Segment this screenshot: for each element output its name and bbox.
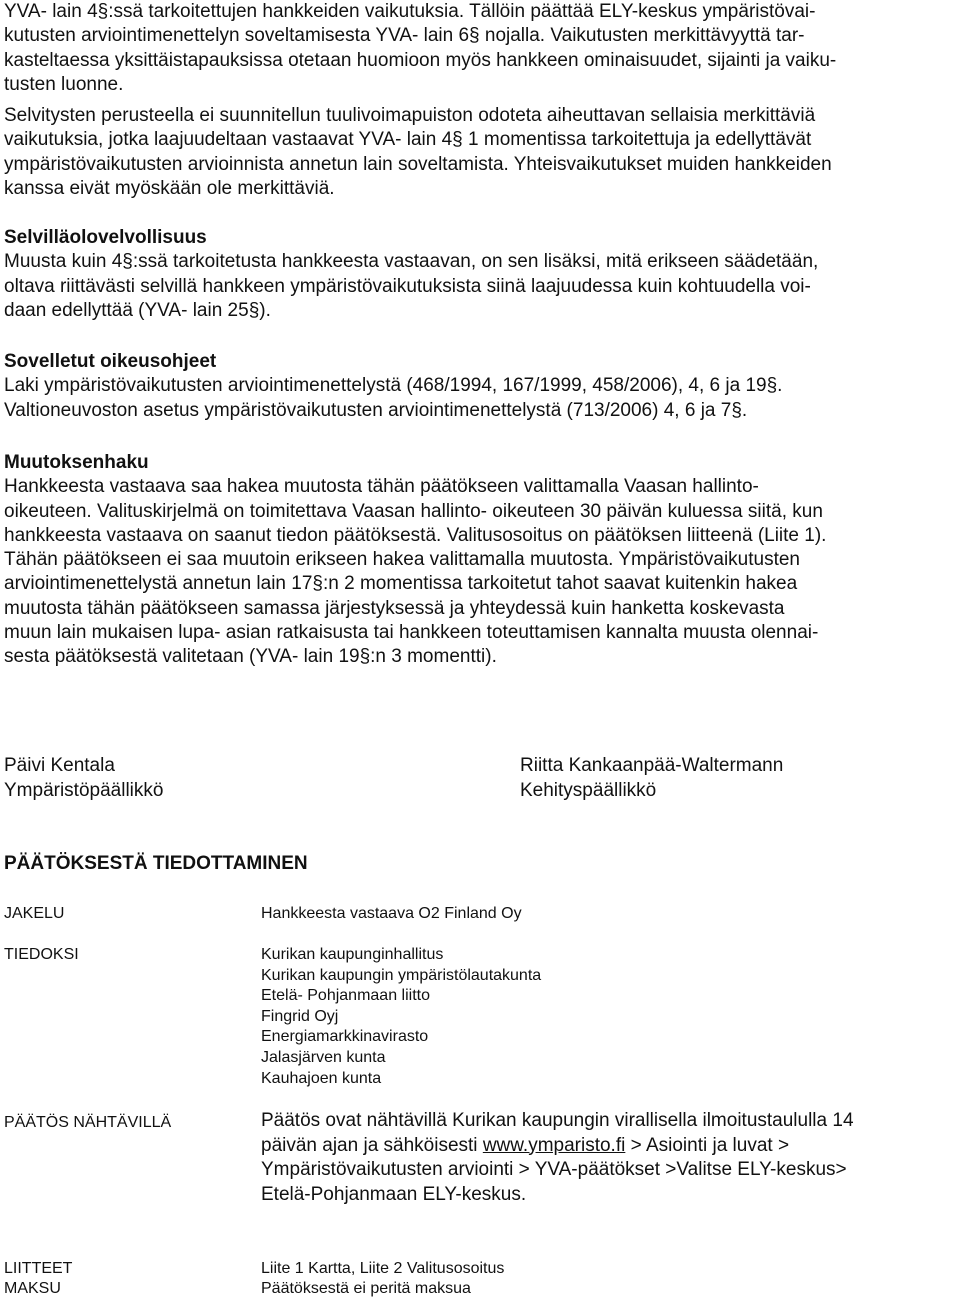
info-recipient: Fingrid Oyj (261, 1007, 339, 1025)
assessment-line: vaikutuksia, jotka laajuudeltaan vastaavat YVA- lain 4§ 1 momentissa tarkoitettuja ja edellyttävät (4, 129, 812, 151)
law-line: Valtioneuvoston asetus ympäristövaikutusten arviointimenettelystä (713/2006) 4, 6 ja 7§. (4, 399, 748, 421)
assessment-line: ympäristövaikutusten arvioinnista annetun lain soveltamista. Yhteisvaikutukset muiden hankkeiden (4, 153, 832, 175)
display-line (261, 1134, 951, 1159)
duty-heading: Selvilläolovelvollisuus (4, 227, 207, 248)
fee-label: MAKSU (4, 1280, 61, 1297)
law-heading: Sovelletut oikeusohjeet (4, 351, 217, 372)
intro-paragraph (4, 0, 954, 97)
fee-value (261, 1279, 471, 1300)
distribution-label: JAKELU (4, 905, 65, 922)
fee-text: Päätöksestä ei peritä maksua (261, 1280, 471, 1297)
appeal-line: muun lain mukaisen lupa- asian ratkaisusta tai hankkeen toteuttamisen kannalta muusta olennai- (4, 622, 819, 644)
appeal-line: Tähän päätökseen ei saa muutoin erikseen hakea valittamalla muutosta. Ympäristövaikutusten (4, 549, 800, 571)
appeal-line: arviointimenettelystä annetun lain 17§:n 2 momentissa tarkoitetut tahot saavat kuitenkin hakea (4, 573, 798, 595)
display-text (261, 1109, 951, 1207)
appeal-line: hankkeesta vastaava on saanut tiedon päätöksestä. Valitusosoitus on päätöksen liitteenä (Liite 1). (4, 524, 827, 546)
assessment-line: Selvitysten perusteella ei suunnitellun tuulivoimapuiston odoteta aiheuttavan sellaisia merkittäviä (4, 105, 816, 126)
info-recipient: Etelä- Pohjanmaan liitto (261, 987, 430, 1005)
duty-line: oltava riittävästi selvillä hankkeen ympäristövaikutuksista siinä laajuudessa kuin kohtuudella voi- (4, 275, 811, 297)
info-list (261, 945, 541, 1089)
signature-left (4, 753, 163, 803)
intro-line: tusten luonne. (4, 73, 124, 95)
display-line-prefix: päivän ajan ja sähköisesti (261, 1134, 483, 1156)
display-line: Päätös ovat nähtävillä Kurikan kaupungin virallisella ilmoitustaululla 14 (261, 1110, 854, 1131)
display-label: PÄÄTÖS NÄHTÄVILLÄ (4, 1114, 172, 1131)
info-recipient: Energiamarkkinavirasto (261, 1028, 429, 1046)
law-section (4, 350, 954, 423)
info-recipient: Kurikan kaupungin ympäristölautakunta (261, 966, 542, 984)
law-line: Laki ympäristövaikutusten arviointimenettelystä (468/1994, 167/1999, 458/2006), 4, 6 ja 19§. (4, 375, 783, 397)
appeal-line: muutosta tähän päätökseen samassa järjestyksessä ja yhteydessä kuin hanketta koskevasta (4, 597, 785, 619)
signer-name: Päivi Kentala (4, 755, 115, 776)
intro-line: YVA- lain 4§:ssä tarkoitettujen hankkeiden vaikutuksia. Tällöin päättää ELY-keskus ympäristövai- (4, 1, 816, 22)
display-line: Ympäristövaikutusten arviointi > YVA-päätökset >Valitse ELY-keskus> (261, 1159, 847, 1180)
attachments-text: Liite 1 Kartta, Liite 2 Valitusosoitus (261, 1260, 505, 1277)
display-line-suffix: > Asiointi ja luvat > (625, 1134, 790, 1156)
attachments-label: LIITTEET (4, 1260, 73, 1277)
assessment-paragraph (4, 104, 954, 201)
signature-right (520, 753, 783, 803)
appeal-line: oikeuteen. Valituskirjelmä on toimitettava Vaasan hallinto- oikeuteen 30 päivän kuluessa siitä, kun (4, 500, 823, 522)
signer-title: Ympäristöpäällikkö (4, 780, 164, 801)
appeal-line: Hankkeesta vastaava saa hakea muutosta tähän päätökseen valittamalla Vaasan hallinto- (4, 476, 759, 498)
info-recipient: Jalasjärven kunta (261, 1048, 386, 1066)
notice-heading: PÄÄTÖKSESTÄ TIEDOTTAMINEN (4, 853, 308, 874)
assessment-line: kanssa eivät myöskään ole merkittäviä. (4, 177, 335, 199)
signer-title: Kehityspäällikkö (520, 780, 657, 801)
info-recipient: Kauhajoen kunta (261, 1069, 382, 1087)
distribution-recipient: Hankkeesta vastaava O2 Finland Oy (261, 905, 522, 922)
ymparisto-link[interactable]: www.ymparisto.fi (482, 1134, 626, 1156)
distribution-value (261, 904, 522, 925)
info-recipient: Kurikan kaupunginhallitus (261, 946, 444, 963)
display-line: Etelä-Pohjanmaan ELY-keskus. (261, 1183, 527, 1205)
info-label: TIEDOKSI (4, 946, 79, 963)
appeal-line: sesta päätöksestä valitetaan (YVA- lain 19§:n 3 momentti). (4, 646, 497, 668)
appeal-section (4, 451, 954, 670)
signer-name: Riitta Kankaanpää-Waltermann (520, 755, 784, 776)
attachments-value (261, 1259, 504, 1280)
duty-line: Muusta kuin 4§:ssä tarkoitetusta hankkeesta vastaavan, on sen lisäksi, mitä erikseen säädetään, (4, 251, 819, 273)
intro-line: kasteltaessa yksittäistapauksissa otetaan huomioon myös hankkeen ominaisuudet, sijainti ja vaiku- (4, 49, 837, 71)
appeal-heading: Muutoksenhaku (4, 452, 149, 473)
intro-line: kutusten arviointimenettelyn soveltamisesta YVA- lain 6§ nojalla. Vaikutusten merkittävyyttä tar- (4, 25, 805, 47)
duty-line: daan edellyttää (YVA- lain 25§). (4, 299, 271, 321)
duty-section (4, 226, 954, 323)
